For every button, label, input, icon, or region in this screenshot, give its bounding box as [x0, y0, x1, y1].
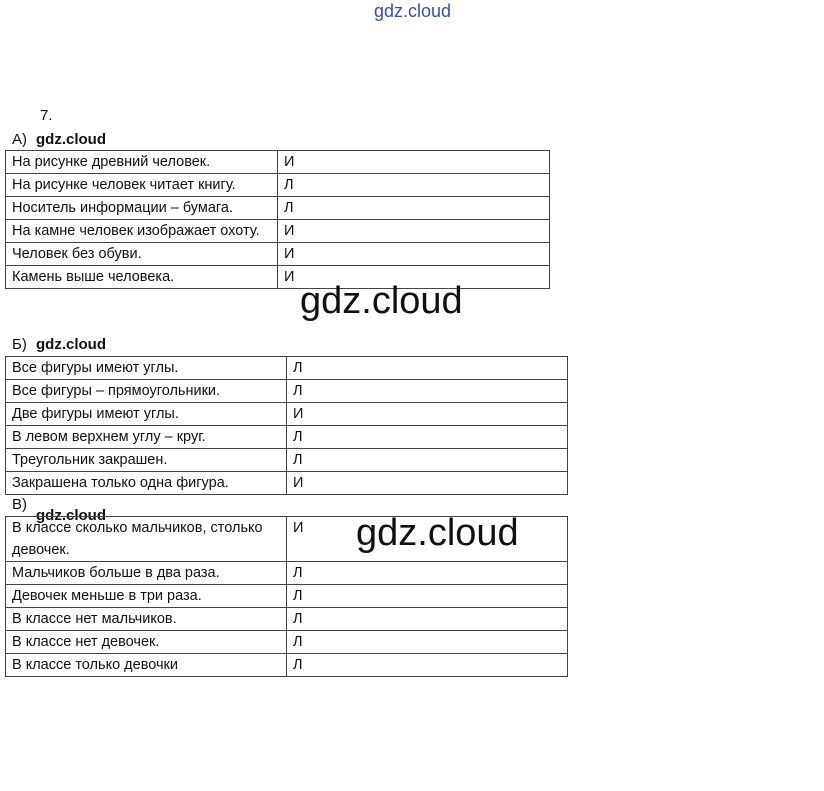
answer-cell: Л — [287, 380, 568, 403]
table-row — [6, 380, 568, 403]
table-row — [6, 357, 568, 380]
section-c-label: В) — [12, 496, 27, 513]
table-row — [6, 403, 568, 426]
answer-cell: Л — [287, 585, 568, 608]
table-row — [6, 266, 550, 289]
answer-cell: И — [278, 243, 550, 266]
statement-cell: Девочек меньше в три раза. — [6, 585, 287, 608]
table-row — [6, 220, 550, 243]
answer-cell: И — [278, 266, 550, 289]
statement-cell: В левом верхнем углу – круг. — [6, 426, 287, 449]
statement-cell: Закрашена только одна фигура. — [6, 472, 287, 495]
statement-cell: На камне человек изображает охоту. — [6, 220, 278, 243]
statement-cell: На рисунке древний человек. — [6, 151, 278, 174]
statement-cell: На рисунке человек читает книгу. — [6, 174, 278, 197]
watermark-overlay-1: gdz.cloud — [300, 280, 463, 322]
statement-cell: В классе нет девочек. — [6, 631, 287, 654]
table-row — [6, 472, 568, 495]
answer-cell: И — [278, 220, 550, 243]
task-number: 7. — [40, 107, 53, 124]
section-b-watermark: gdz.cloud — [36, 336, 106, 353]
table-row — [6, 197, 550, 220]
answer-cell: Л — [287, 562, 568, 585]
answer-cell: Л — [287, 426, 568, 449]
table-row — [6, 631, 568, 654]
table-row — [6, 426, 568, 449]
statement-cell: В классе сколько мальчиков, столько девочек. — [6, 517, 287, 562]
statement-cell: Камень выше человека. — [6, 266, 278, 289]
watermark-overlay-2: gdz.cloud — [356, 512, 519, 554]
statement-cell: В классе нет мальчиков. — [6, 608, 287, 631]
statement-cell: Носитель информации – бумага. — [6, 197, 278, 220]
table-section-b — [5, 356, 568, 495]
answer-cell: И — [287, 403, 568, 426]
statement-cell: Треугольник закрашен. — [6, 449, 287, 472]
section-a-watermark: gdz.cloud — [36, 131, 106, 148]
table-row — [6, 654, 568, 677]
statement-cell: Все фигуры имеют углы. — [6, 357, 287, 380]
answer-cell: И — [287, 472, 568, 495]
statement-cell: В классе только девочки — [6, 654, 287, 677]
answer-cell: Л — [278, 174, 550, 197]
answer-cell: И — [278, 151, 550, 174]
table-row — [6, 174, 550, 197]
table-section-a — [5, 150, 550, 289]
statement-cell: Все фигуры – прямоугольники. — [6, 380, 287, 403]
answer-cell: Л — [287, 631, 568, 654]
table-row — [6, 585, 568, 608]
table-row — [6, 243, 550, 266]
answer-cell: Л — [287, 449, 568, 472]
answer-cell: Л — [278, 197, 550, 220]
section-c-watermark: gdz.cloud — [36, 507, 106, 524]
section-a-label: А) — [12, 131, 27, 148]
table-row — [6, 608, 568, 631]
answer-cell: И — [287, 517, 568, 562]
table-row — [6, 151, 550, 174]
answer-cell: Л — [287, 608, 568, 631]
table-row — [6, 562, 568, 585]
answer-cell: Л — [287, 357, 568, 380]
table-row — [6, 449, 568, 472]
answer-cell: Л — [287, 654, 568, 677]
statement-cell: Мальчиков больше в два раза. — [6, 562, 287, 585]
watermark-top: gdz.cloud — [374, 1, 452, 21]
section-b-label: Б) — [12, 336, 27, 353]
statement-cell: Две фигуры имеют углы. — [6, 403, 287, 426]
statement-cell: Человек без обуви. — [6, 243, 278, 266]
